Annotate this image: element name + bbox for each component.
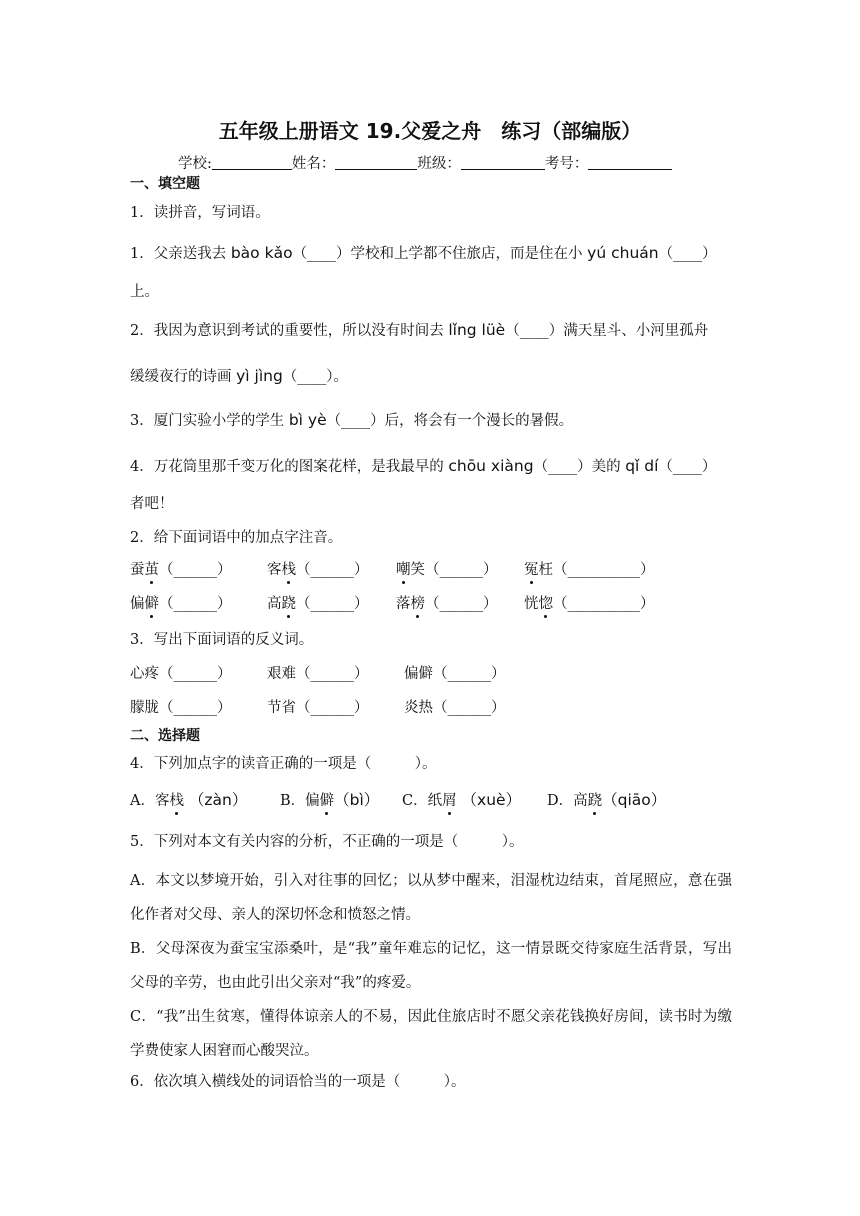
- dotted-char: 跷: [587, 793, 603, 809]
- q3-word[interactable]: 朦胧（______）: [130, 700, 232, 716]
- q1-heading: 1．读拼音，写词语。: [130, 205, 270, 221]
- q4-option-a[interactable]: A．客栈 （zàn）: [130, 791, 248, 809]
- dotted-char: 嘲: [396, 562, 411, 578]
- dotted-char: 屑: [442, 793, 457, 809]
- q4-option-c[interactable]: C．纸屑 （xuè）: [402, 791, 522, 809]
- q3-word[interactable]: 偏僻（______）: [404, 666, 506, 682]
- q4-option-b[interactable]: B．偏僻（bì）: [280, 791, 380, 809]
- dotted-char: 栈: [281, 562, 296, 578]
- dotted-char: 僻: [144, 596, 159, 612]
- school-blank[interactable]: [212, 155, 292, 170]
- q2-word[interactable]: 冤枉（__________）: [524, 562, 655, 578]
- section-heading-choice: 二、选择题: [130, 728, 200, 744]
- q2-word[interactable]: 蚕茧（______）: [130, 562, 232, 578]
- q3-word[interactable]: 炎热（______）: [404, 700, 506, 716]
- dotted-char: 冤: [524, 562, 539, 578]
- name-label: 姓名：: [291, 156, 336, 172]
- pinyin: bào kǎo: [230, 244, 293, 262]
- q4-option-d[interactable]: D．高跷（qiāo）: [547, 791, 667, 809]
- q1-item-1: 1．父亲送我去 bào kǎo（____）学校和上学都不住旅店，而是住在小 yú chuán（____）: [130, 244, 717, 262]
- pinyin: yú chuán: [587, 244, 659, 262]
- q5-stem: 5．下列对本文有关内容的分析，不正确的一项是（ ）。: [130, 834, 524, 850]
- dotted-char: 栈: [169, 793, 184, 809]
- class-blank[interactable]: [461, 155, 545, 170]
- q5-option-c[interactable]: C．“我”出生贫寒，懂得体谅亲人的不易，因此住旅店时不愿父亲花钱换好房间，读书时为缴学费使家人困窘而心酸哭泣。: [130, 1009, 732, 1059]
- dotted-char: 惚: [538, 596, 553, 612]
- school-label: 学校:: [178, 156, 212, 172]
- q2-word[interactable]: 偏僻（______）: [130, 596, 232, 612]
- q1-item-2-cont: 缓缓夜行的诗画 yì jìng（____）。: [130, 367, 349, 385]
- q2-heading: 2．给下面词语中的加点字注音。: [130, 530, 343, 546]
- pinyin: chōu xiàng: [448, 457, 534, 475]
- q2-word[interactable]: 恍惚（__________）: [524, 596, 655, 612]
- q1-item-4: 4．万花筒里那千变万化的图案花样，是我最早的 chōu xiàng（____）美的 qǐ dí（____）: [130, 457, 717, 475]
- q5-option-a[interactable]: A．本文以梦境开始，引入对往事的回忆；以从梦中醒来，泪湿枕边结束，首尾照应，意在强化作者对父母、亲人的深切怀念和愤怒之情。: [130, 873, 732, 923]
- pinyin: qǐ dí: [625, 457, 659, 475]
- q3-word[interactable]: 节省（______）: [267, 700, 369, 716]
- q3-heading: 3．写出下面词语的反义词。: [130, 632, 314, 648]
- pinyin: lǐng lüè: [448, 321, 506, 339]
- dotted-char: 茧: [144, 562, 159, 578]
- student-info-line: [178, 152, 672, 173]
- class-label: 班级：: [417, 156, 461, 172]
- q3-word[interactable]: 艰难（______）: [267, 666, 369, 682]
- q1-item-3: 3．厦门实验小学的学生 bì yè（____）后，将会有一个漫长的暑假。: [130, 411, 574, 429]
- q2-word[interactable]: 落榜（______）: [396, 596, 498, 612]
- dotted-char: 榜: [410, 596, 425, 612]
- name-blank[interactable]: [335, 155, 417, 170]
- exam-no-blank[interactable]: [588, 155, 672, 170]
- dotted-char: 跷: [281, 596, 296, 612]
- q3-word[interactable]: 心疼（______）: [130, 666, 232, 682]
- page-title: 五年级上册语文 19.父爱之舟 练习（部编版）: [218, 119, 642, 143]
- pinyin: bì yè: [288, 411, 327, 429]
- pinyin: yì jìng: [236, 367, 283, 385]
- dotted-char: 僻: [319, 793, 335, 809]
- q2-word[interactable]: 客栈（______）: [267, 562, 369, 578]
- q1-item-1-cont: 上。: [130, 284, 159, 300]
- q1-item-4-cont: 者吧！: [130, 496, 174, 512]
- q6-stem: 6．依次填入横线处的词语恰当的一项是（ ）。: [130, 1074, 466, 1090]
- section-heading-fill-in: 一、填空题: [130, 176, 200, 192]
- q2-word[interactable]: 高跷（______）: [267, 596, 369, 612]
- q4-stem: 4．下列加点字的读音正确的一项是（ ）。: [130, 756, 437, 772]
- q5-option-b[interactable]: B．父母深夜为蚕宝宝添桑叶，是“我”童年难忘的记忆，这一情景既交待家庭生活背景，写出父母的辛劳，也由此引出父亲对“我”的疼爱。: [130, 941, 732, 991]
- q1-item-2: 2．我因为意识到考试的重要性，所以没有时间去 lǐng lüè（____）满天星斗、小河里孤舟: [130, 321, 709, 339]
- exam-no-label: 考号：: [544, 156, 589, 172]
- q2-word[interactable]: 嘲笑（______）: [396, 562, 498, 578]
